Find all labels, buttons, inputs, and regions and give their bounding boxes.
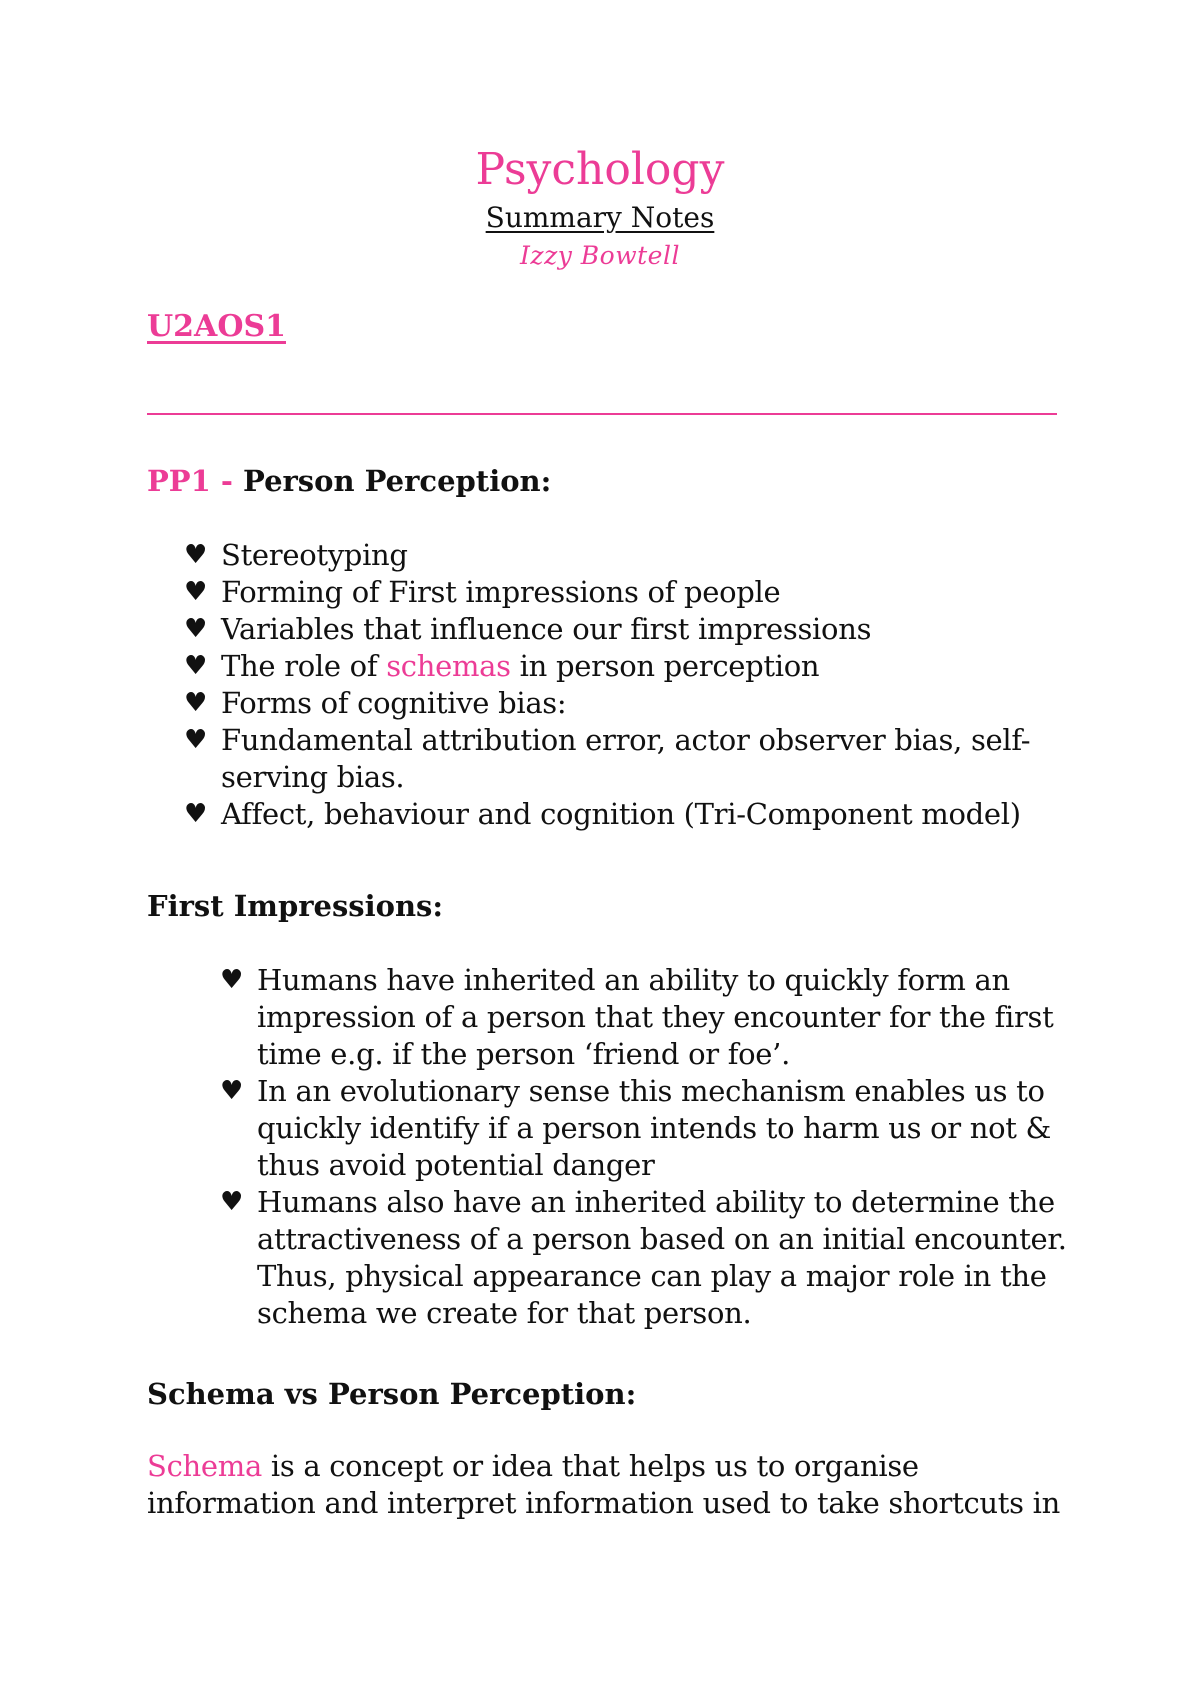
- first-impressions-list: [220, 962, 1087, 1332]
- heart-icon: ♥: [184, 540, 208, 570]
- pp1-heading: [147, 464, 552, 498]
- schema-section-heading: Schema vs Person Perception:: [147, 1377, 637, 1411]
- heart-icon: ♥: [184, 577, 208, 607]
- heart-icon: ♥: [184, 688, 208, 718]
- list-item: ♥ Stereotyping: [184, 538, 408, 572]
- heart-icon: ♥: [184, 799, 208, 829]
- schemas-keyword: schemas: [386, 649, 511, 683]
- heart-icon: ♥: [184, 725, 208, 755]
- list-item: ♥ Affect, behaviour and cognition (Tri-Component model): [184, 797, 1021, 831]
- unit-heading: U2AOS1: [147, 309, 286, 344]
- pp1-code: PP1 -: [147, 464, 233, 498]
- list-item: ♥ Variables that influence our first impressions: [184, 612, 872, 646]
- list-item: ♥ The role of schemas in person perception: [184, 649, 820, 683]
- pp1-title: Person Perception:: [243, 464, 552, 498]
- list-item: ♥ Forming of First impressions of people: [184, 575, 781, 609]
- first-impressions-heading: First Impressions:: [147, 889, 444, 923]
- list-item: ♥ In an evolutionary sense this mechanism enables us to quickly identify if a person intends to harm us or not & thus avoid potential danger: [220, 1074, 1052, 1182]
- heart-icon: ♥: [220, 1187, 244, 1217]
- list-item: ♥ Forms of cognitive bias:: [184, 686, 567, 720]
- pp1-topic-list: [184, 537, 1081, 833]
- heart-icon: ♥: [220, 965, 244, 995]
- document-subtitle: Summary Notes: [485, 201, 715, 234]
- heart-icon: ♥: [184, 651, 208, 681]
- schema-paragraph: Schema is a concept or idea that helps us to organise information and interpret information used to take shortcuts in: [147, 1449, 1060, 1520]
- list-item: ♥ Humans also have an inherited ability to determine the attractiveness of a person based on an initial encounter. Thus, physical appearance can play a major role in the schema we create for that person.: [220, 1185, 1067, 1330]
- heart-icon: ♥: [220, 1076, 244, 1106]
- author-name: Izzy Bowtell: [520, 241, 680, 270]
- list-item: ♥ Fundamental attribution error, actor observer bias, self- serving bias.: [184, 723, 1031, 794]
- section-divider: [147, 413, 1057, 415]
- document-title: Psychology: [475, 144, 725, 195]
- list-item: ♥ Humans have inherited an ability to quickly form an impression of a person that they encounter for the first time e.g. if the person ‘friend or foe’.: [220, 963, 1054, 1071]
- heart-icon: ♥: [184, 614, 208, 644]
- schema-keyword: Schema: [147, 1449, 262, 1483]
